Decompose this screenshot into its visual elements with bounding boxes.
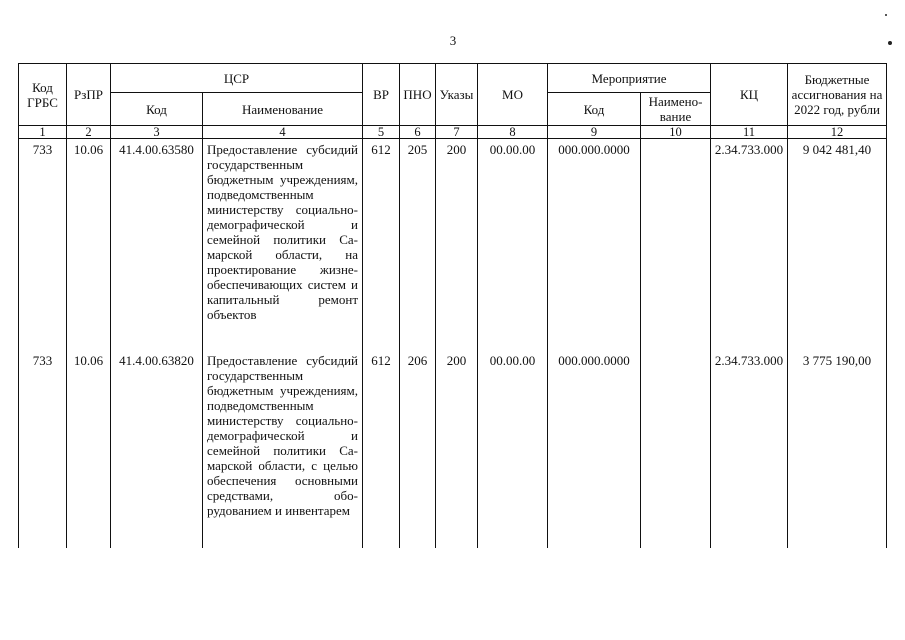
cell-pno: 205 <box>400 139 436 351</box>
column-number: 7 <box>436 126 478 139</box>
cell-name: Предоставление субсидий государственным бюджетным учреждениям, подведомственным министерству социально-демографической и семейной политики Самарской области, с целью обеспечения основными средствами, оборудованием и инвентарем <box>203 350 363 548</box>
header-kod-grbs: Код ГРБС <box>19 64 67 126</box>
cell-amount: 9 042 481,40 <box>788 139 887 351</box>
column-number: 11 <box>711 126 788 139</box>
header-rzpr: РзПР <box>67 64 111 126</box>
header-csr-name: Наименование <box>203 93 363 126</box>
cell-mer-code: 000.000.0000 <box>548 350 641 548</box>
column-number: 12 <box>788 126 887 139</box>
cell-mo: 00.00.00 <box>478 139 548 351</box>
column-number: 4 <box>203 126 363 139</box>
cell-vr: 612 <box>363 139 400 351</box>
column-number: 1 <box>19 126 67 139</box>
table-row <box>19 139 887 351</box>
page-number: 3 <box>449 33 457 48</box>
cell-rzpr: 10.06 <box>67 350 111 548</box>
budget-table <box>18 63 887 548</box>
cell-mer-code: 000.000.0000 <box>548 139 641 351</box>
column-number: 3 <box>111 126 203 139</box>
cell-rzpr: 10.06 <box>67 139 111 351</box>
scan-speck <box>885 14 887 16</box>
table-row <box>19 350 887 548</box>
cell-grbs: 733 <box>19 350 67 548</box>
cell-pno: 206 <box>400 350 436 548</box>
cell-mer-name <box>641 350 711 548</box>
cell-mer-name <box>641 139 711 351</box>
cell-ukazy: 200 <box>436 139 478 351</box>
header-pno: ПНО <box>400 64 436 126</box>
header-ukazy: Указы <box>436 64 478 126</box>
cell-mo: 00.00.00 <box>478 350 548 548</box>
column-number: 9 <box>548 126 641 139</box>
column-number: 10 <box>641 126 711 139</box>
header-row-top <box>19 64 887 93</box>
cell-csr-code: 41.4.00.63580 <box>111 139 203 351</box>
header-mo: МО <box>478 64 548 126</box>
cell-amount: 3 775 190,00 <box>788 350 887 548</box>
column-number: 2 <box>67 126 111 139</box>
scan-speck <box>888 41 892 45</box>
header-meropriyatie: Мероприятие <box>548 64 711 93</box>
cell-kc: 2.34.733.000 <box>711 350 788 548</box>
column-number-row <box>19 126 887 139</box>
column-number: 6 <box>400 126 436 139</box>
header-csr: ЦСР <box>111 64 363 93</box>
cell-kc: 2.34.733.000 <box>711 139 788 351</box>
header-mer-kod: Код <box>548 93 641 126</box>
header-kc: КЦ <box>711 64 788 126</box>
cell-ukazy: 200 <box>436 350 478 548</box>
header-mer-name: Наимено-вание <box>641 93 711 126</box>
header-vr: ВР <box>363 64 400 126</box>
cell-csr-code: 41.4.00.63820 <box>111 350 203 548</box>
header-csr-kod: Код <box>111 93 203 126</box>
cell-name: Предоставление субсидий государственным бюджетным учреждениям, подведомственным министерству социально-демографической и семейной политики Самарской области, на проектирование жизнеобеспечивающих систем и капитальный ремонт объектов <box>203 139 363 351</box>
column-number: 8 <box>478 126 548 139</box>
column-number: 5 <box>363 126 400 139</box>
cell-grbs: 733 <box>19 139 67 351</box>
header-budget: Бюджетные ассигнования на 2022 год, рубли <box>788 64 887 126</box>
cell-vr: 612 <box>363 350 400 548</box>
